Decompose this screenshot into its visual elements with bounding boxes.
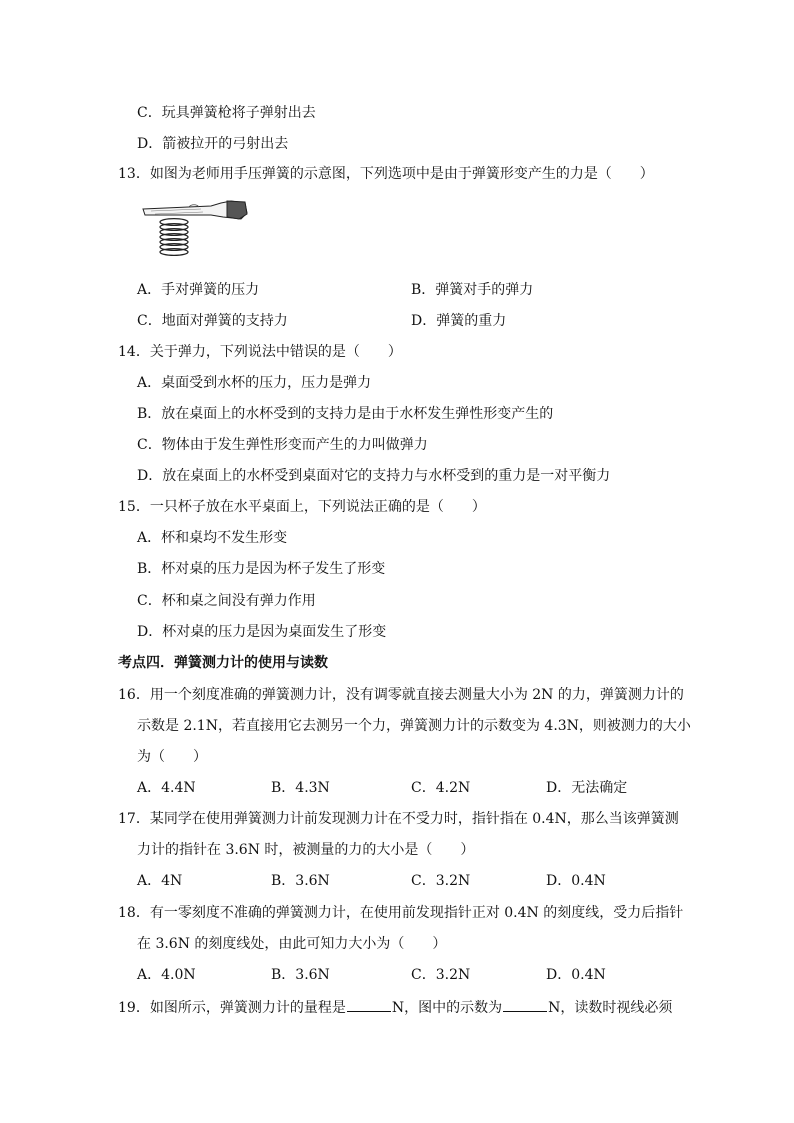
q16-line-2: 示数是 2.1N，若直接用它去测另一个力，弹簧测力计的示数变为 4.3N，则被测力的大小 (137, 718, 691, 734)
q14-option-c: C．物体由于发生弹性形变而产生的力叫做弹力 (137, 437, 428, 453)
q15-option-c: C．杯和桌之间没有弹力作用 (137, 593, 316, 609)
q19-stem (118, 997, 672, 1017)
q18-line-1: 18．有一零刻度不准确的弹簧测力计，在使用前发现指针正对 0.4N 的刻度线，受力后指针 (118, 905, 684, 921)
q19-text-3: N，读数时视线必须 (548, 1000, 673, 1016)
q17-line-1: 17．某同学在使用弹簧测力计前发现测力计在不受力时，指针指在 0.4N，那么当该弹簧测 (118, 811, 679, 827)
q16-line-1: 16．用一个刻度准确的弹簧测力计，没有调零就直接去测量大小为 2N 的力，弹簧测力计的 (118, 687, 684, 703)
q14-option-a: A．桌面受到水杯的压力，压力是弹力 (137, 375, 372, 391)
q15-stem: 15．一只杯子放在水平桌面上，下列说法正确的是（ ） (118, 499, 486, 515)
q13-option-a: A．手对弹簧的压力 (137, 282, 260, 298)
q15-option-d: D．杯对桌的压力是因为桌面发生了形变 (137, 624, 387, 640)
q14-option-d: D．放在桌面上的水杯受到桌面对它的支持力与水杯受到的重力是一对平衡力 (137, 468, 611, 484)
q17-option-c: C．3.2N (411, 873, 471, 889)
q16-option-a: A．4.4N (137, 780, 196, 796)
q18-option-d: D．0.4N (546, 967, 606, 983)
q13-option-d: D．弹簧的重力 (411, 313, 507, 329)
q13-stem: 13．如图为老师用手压弹簧的示意图，下列选项中是由于弹簧形变产生的力是（ ） (118, 166, 654, 182)
q17-option-b: B．3.6N (271, 873, 330, 889)
hand-pressing-spring-figure (141, 195, 249, 257)
q16-option-c: C．4.2N (411, 780, 471, 796)
q18-option-a: A．4.0N (137, 967, 196, 983)
q14-stem: 14．关于弹力，下列说法中错误的是（ ） (118, 344, 402, 360)
q12-option-d: D．箭被拉开的弓射出去 (137, 136, 289, 152)
q17-option-a: A．4N (137, 873, 183, 889)
q13-option-b: B．弹簧对手的弹力 (411, 282, 534, 298)
q17-option-d: D．0.4N (546, 873, 606, 889)
q13-option-c: C．地面对弹簧的支持力 (137, 313, 288, 329)
q19-text-1: 19．如图所示，弹簧测力计的量程是 (118, 1000, 346, 1016)
q14-option-b: B．放在桌面上的水杯受到的支持力是由于水杯发生弹性形变产生的 (137, 406, 554, 422)
q19-reading-blank[interactable] (503, 997, 547, 1012)
q16-option-d: D．无法确定 (546, 780, 628, 796)
q18-line-2: 在 3.6N 的刻度线处，由此可知力大小为（ ） (137, 936, 447, 952)
q19-range-blank[interactable] (347, 997, 391, 1012)
section-heading: 考点四．弹簧测力计的使用与读数 (118, 655, 328, 671)
q16-line-3: 为（ ） (137, 749, 207, 765)
q19-text-2: N，图中的示数为 (391, 1000, 503, 1016)
q18-option-c: C．3.2N (411, 967, 471, 983)
q18-option-b: B．3.6N (271, 967, 330, 983)
q15-option-b: B．杯对桌的压力是因为杯子发生了形变 (137, 561, 386, 577)
q17-line-2: 力计的指针在 3.6N 时，被测量的力的大小是（ ） (137, 842, 475, 858)
q15-option-a: A．杯和桌均不发生形变 (137, 530, 288, 546)
q12-option-c: C．玩具弹簧枪将子弹射出去 (137, 105, 316, 121)
q16-option-b: B．4.3N (271, 780, 330, 796)
